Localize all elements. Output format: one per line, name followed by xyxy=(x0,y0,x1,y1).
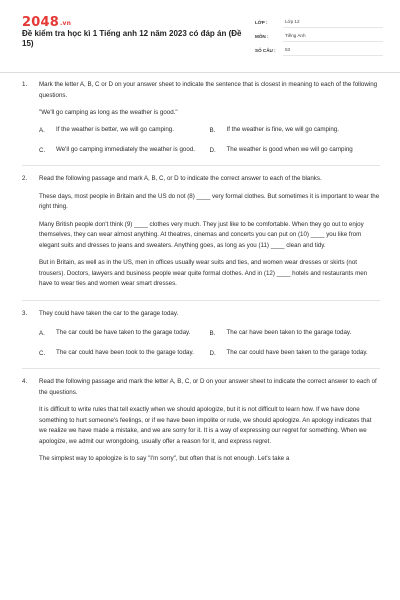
passage-paragraph: But in Britain, as well as in the US, men in offices usually wear suits and ties, and women wear dresses or skirts (not trousers). Doctors, lawyers and business people wear quite formal clothes. And in (12) ____ hotels and restaurants men have to wear ties and women wear smart dresses. xyxy=(39,259,368,287)
option-text: The car could be have taken to the garage today. xyxy=(56,329,191,336)
question-prompt: Read the following passage and mark the letter A, B, C, or D on your answer sheet to indicate the correct answer to each of the questions. xyxy=(39,378,377,396)
page-title: Đề kiểm tra học kì 1 Tiếng anh 12 năm 2023 có đáp án (Đề 15) xyxy=(22,29,242,48)
question-divider xyxy=(22,368,380,369)
meta-value: 53 xyxy=(283,45,383,56)
answer-options xyxy=(39,328,380,358)
question-number: 2. xyxy=(22,175,28,182)
option-d[interactable] xyxy=(210,145,381,155)
option-a[interactable] xyxy=(39,328,210,338)
question-prompt: They could have taken the car to the garage today. xyxy=(39,309,179,317)
option-letter: B. xyxy=(209,329,216,337)
option-text: The weather is good when we will go camping xyxy=(226,146,353,153)
option-letter: A. xyxy=(39,126,45,134)
option-text: We'll go camping immediately the weather is good. xyxy=(56,146,195,153)
meta-value: Tiếng Anh xyxy=(283,31,383,42)
option-text: The car could have been taken to the garage today. xyxy=(226,349,368,356)
question-divider xyxy=(22,300,380,301)
option-letter: D. xyxy=(209,349,216,357)
option-b[interactable] xyxy=(210,328,381,338)
meta-label: MÔN : xyxy=(255,33,269,39)
option-letter: D. xyxy=(209,146,216,154)
option-text: The car have been taken to the garage today. xyxy=(226,329,352,336)
meta-row-subject xyxy=(255,29,383,43)
question-divider xyxy=(22,165,380,166)
passage-paragraph: The simplest way to apologize is to say "I'm sorry", but often that is not enough. Let's take a xyxy=(39,455,290,462)
option-letter: C. xyxy=(39,146,46,154)
question-list xyxy=(22,80,380,465)
meta-label: LỚP : xyxy=(255,19,268,25)
option-letter: C. xyxy=(39,349,46,357)
passage-paragraph: Many British people don't think (9) ____ clothes very much. They just like to be comfortable. When they go out to enjoy themselves, they can wear almost anything. At theatres, cinemas and concerts you can put on (10) ____ you like from elegant suits and dresses to jeans and sweaters. Anything goes, as long as you (11) ____ clean and tidy. xyxy=(39,220,364,249)
question-3 xyxy=(22,309,380,359)
option-text: If the weather is better, we will go camping. xyxy=(56,126,174,133)
question-number: 4. xyxy=(22,378,28,385)
option-b[interactable] xyxy=(210,125,381,135)
passage-paragraph: It is difficult to write rules that tell exactly when we should apologize, but it is not difficult to learn how. If we have done something to hurt someone's feelings, or if we have been impolite or rude, we should apologize. An apology indicates that we realize we have made a mistake, and we are sorry for it. It is a way of expressing our regret for something. When we apologize, we admit our wrongdoing, usually offer a reason for it, and express regret. xyxy=(39,406,372,445)
site-logo[interactable]: 2048.vn xyxy=(22,15,72,30)
question-prompt: Mark the letter A, B, C or D on your answer sheet to indicate the sentence that is closest in meaning to each of the following questions. xyxy=(39,81,378,99)
option-d[interactable] xyxy=(210,348,381,358)
option-c[interactable] xyxy=(39,348,210,358)
meta-label: SỐ CÂU : xyxy=(255,47,276,53)
option-letter: B. xyxy=(209,126,216,134)
option-c[interactable] xyxy=(39,145,210,155)
question-number: 3. xyxy=(22,309,28,317)
page-header xyxy=(0,0,400,73)
meta-row-class xyxy=(255,15,383,29)
option-letter: A. xyxy=(39,329,45,337)
question-4 xyxy=(22,377,380,465)
option-text: The car could have been took to the garage today. xyxy=(56,349,194,356)
answer-options xyxy=(39,125,380,155)
question-1 xyxy=(22,80,380,155)
question-prompt: Read the following passage and mark A, B, C, or D to indicate the correct answer to each of the blanks. xyxy=(39,175,322,182)
question-2 xyxy=(22,174,380,290)
question-quote: "We'll go camping as long as the weather is good." xyxy=(39,109,178,116)
question-number: 1. xyxy=(22,81,28,88)
option-text: If the weather is fine, we will go camping. xyxy=(226,126,339,133)
meta-row-count xyxy=(255,43,383,57)
meta-value: Lớp 12 xyxy=(283,17,383,28)
passage-paragraph: These days, most people in Britain and the US do not (8) ____ very formal clothes. But sometimes it is important to wear the right thing. xyxy=(39,192,380,210)
exam-meta xyxy=(255,15,383,57)
option-a[interactable] xyxy=(39,125,210,135)
